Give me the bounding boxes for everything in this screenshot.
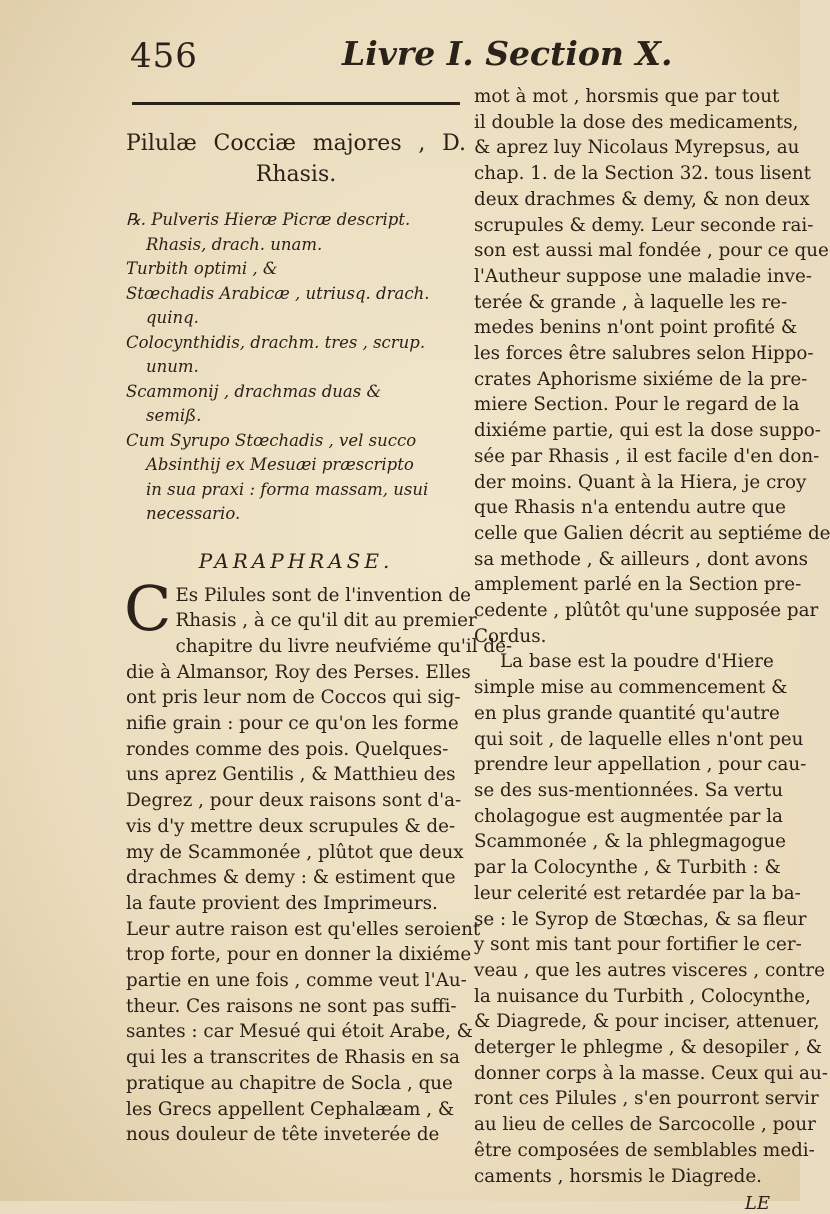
text-line: celle que Galien décrit au septiéme de (474, 522, 830, 544)
text-line: par la Colocynthe , & Turbith : & (474, 857, 781, 879)
text-line: Leur autre raison est qu'elles seroient (126, 918, 481, 940)
text-line: qui les a transcrites de Rhasis en sa (126, 1047, 460, 1069)
recipe-line: Scammonij , drachmas duas & (126, 381, 382, 401)
text-line: vis d'y mettre deux scrupules & de- (126, 815, 456, 837)
recipe-line: semiß. (146, 406, 202, 425)
text-line: deux drachmes & demy, & non deux (474, 188, 810, 210)
text-line: deterger le phlegme , & desopiler , & (474, 1037, 823, 1059)
text-line: dixiéme partie, qui est la dose suppo- (474, 420, 821, 442)
catchword: LE (744, 1193, 770, 1214)
text-line: Rhasis , à ce qu'il dit au premier (175, 610, 477, 632)
text-line: les Grecs appellent Cephalæam , & (126, 1098, 455, 1120)
recipe-line: Cum Syrupo Stœchadis , vel succo (126, 430, 417, 450)
text-line: drachmes & demy : & estiment que (126, 867, 456, 889)
recipe-line: Absinthij ex Mesuæi præscripto (146, 455, 414, 474)
text-line: son est aussi mal fondée , pour ce que (474, 240, 829, 262)
dropcap-paragraph-start (124, 571, 477, 645)
recipe-line: Turbith optimi , & (126, 259, 278, 278)
text-line: que Rhasis n'a entendu autre que (474, 497, 786, 519)
text-line: la faute provient des Imprimeurs. (126, 892, 438, 914)
text-line: rondes comme des pois. Quelques- (126, 738, 449, 760)
right-column (474, 84, 830, 1214)
text-line: au lieu de celles de Sarcocolle , pour (474, 1114, 816, 1136)
text-line: amplement parlé en la Section pre- (474, 574, 802, 596)
text-line: my de Scammonée , plûtot que deux (126, 841, 464, 863)
running-head: Livre I. Section X. (342, 34, 673, 73)
page-number: 456 (130, 36, 198, 76)
recipe-line: Rhasis, drach. unam. (146, 234, 323, 254)
text-line: crates Aphorisme sixiéme de la pre- (474, 368, 808, 390)
text-line: être composées de semblables medi- (474, 1139, 815, 1161)
text-line: nifie grain : pour ce qu'on les forme (126, 713, 459, 735)
text-line: sa methode , & ailleurs , dont avons (474, 548, 809, 570)
text-line: La base est la poudre d'Hiere (500, 651, 774, 673)
recipe-line: quinq. (146, 308, 199, 327)
text-line: terée & grande , à laquelle les re- (474, 291, 788, 313)
text-line: cholagogue est augmentée par la (474, 805, 783, 827)
recipe-title: Pilulæ Cocciæ majores , D. Rhasis. (126, 131, 466, 187)
text-line: caments , horsmis le Diagrede. (474, 1165, 762, 1187)
text-line: uns aprez Gentilis , & Matthieu des (126, 764, 456, 786)
text-line: qui soit , de laquelle elles n'ont peu (474, 728, 804, 750)
text-line: miere Section. Pour le regard de la (474, 394, 800, 416)
recipe-line: unum. (146, 357, 199, 376)
text-line: cedente , plûtôt qu'une supposée par (474, 600, 819, 622)
text-line: les forces être salubres selon Hippo- (474, 343, 814, 365)
recipe-line: Colocynthidis, drachm. tres , scrup. (126, 332, 426, 352)
text-line: partie en une fois , comme veut l'Au- (126, 970, 467, 992)
section-heading: PARAPHRASE. (198, 548, 394, 573)
text-line: & Diagrede, & pour inciser, attenuer, (474, 1011, 820, 1033)
text-line: se : le Syrop de Stœchas, & sa fleur (474, 908, 807, 930)
text-line: & aprez luy Nicolaus Myrepsus, au (474, 137, 800, 159)
recipe-line: in sua praxi : forma massam, usui (146, 479, 429, 499)
paragraph-continued (474, 84, 830, 649)
text-line: medes benins n'ont point profité & (474, 317, 798, 339)
text-line: trop forte, pour en donner la dixiéme (126, 944, 472, 966)
text-line: simple mise au commencement & (474, 677, 788, 699)
text-line: chapitre du livre neufviéme qu'il de- (175, 635, 513, 657)
text-line: l'Autheur suppose une maladie inve- (474, 265, 812, 287)
title-rule (132, 102, 460, 105)
text-line: il double la dose des medicaments, (474, 111, 799, 133)
text-line: theur. Ces raisons ne sont pas suffi- (126, 995, 457, 1017)
text-line: se des sus-mentionnées. Sa vertu (474, 779, 783, 801)
text-line: Es Pilules sont de l'invention de (175, 584, 471, 606)
text-line: nous douleur de tête inveterée de (126, 1124, 440, 1146)
text-line: santes : car Mesué qui étoit Arabe, & (126, 1021, 473, 1043)
text-line: Degrez , pour deux raisons sont d'a- (126, 790, 462, 812)
text-line: y sont mis tant pour fortifier le cer- (474, 934, 802, 956)
recipe-line: ℞. Pulveris Hieræ Picræ descript. (126, 210, 411, 229)
recipe-line: Stœchadis Arabicæ , utriusq. drach. (126, 283, 430, 303)
recipe-line: necessario. (146, 504, 241, 523)
text-line: scrupules & demy. Leur seconde rai- (474, 214, 814, 236)
text-line: der moins. Quant à la Hiera, je croy (474, 471, 807, 493)
text-line: Cordus. (474, 625, 547, 647)
text-line: ont pris leur nom de Coccos qui sig- (126, 687, 461, 709)
text-line: veau , que les autres visceres , contre (474, 959, 825, 981)
text-line: mot à mot , horsmis que par tout (474, 86, 780, 107)
text-line: donner corps à la masse. Ceux qui au- (474, 1062, 828, 1084)
text-line: ront ces Pilules , s'en pourront servir (474, 1088, 819, 1110)
text-line: chap. 1. de la Section 32. tous lisent (474, 163, 811, 185)
text-line: leur celerité est retardée par la ba- (474, 882, 801, 904)
text-line: la nuisance du Turbith , Colocynthe, (474, 985, 811, 1007)
text-line: prendre leur appellation , pour cau- (474, 754, 807, 776)
text-line: Scammonée , & la phlegmagogue (474, 831, 786, 853)
drop-cap: C (124, 571, 172, 645)
text-line: sée par Rhasis , il est facile d'en don- (474, 445, 820, 467)
page-header (120, 30, 673, 80)
recipe-block (126, 208, 466, 527)
text-line: en plus grande quantité qu'autre (474, 702, 780, 724)
text-line: die à Almansor, Roy des Perses. Elles (126, 661, 471, 683)
paragraph-base (474, 649, 828, 1189)
text-line: pratique au chapitre de Socla , que (126, 1072, 453, 1094)
